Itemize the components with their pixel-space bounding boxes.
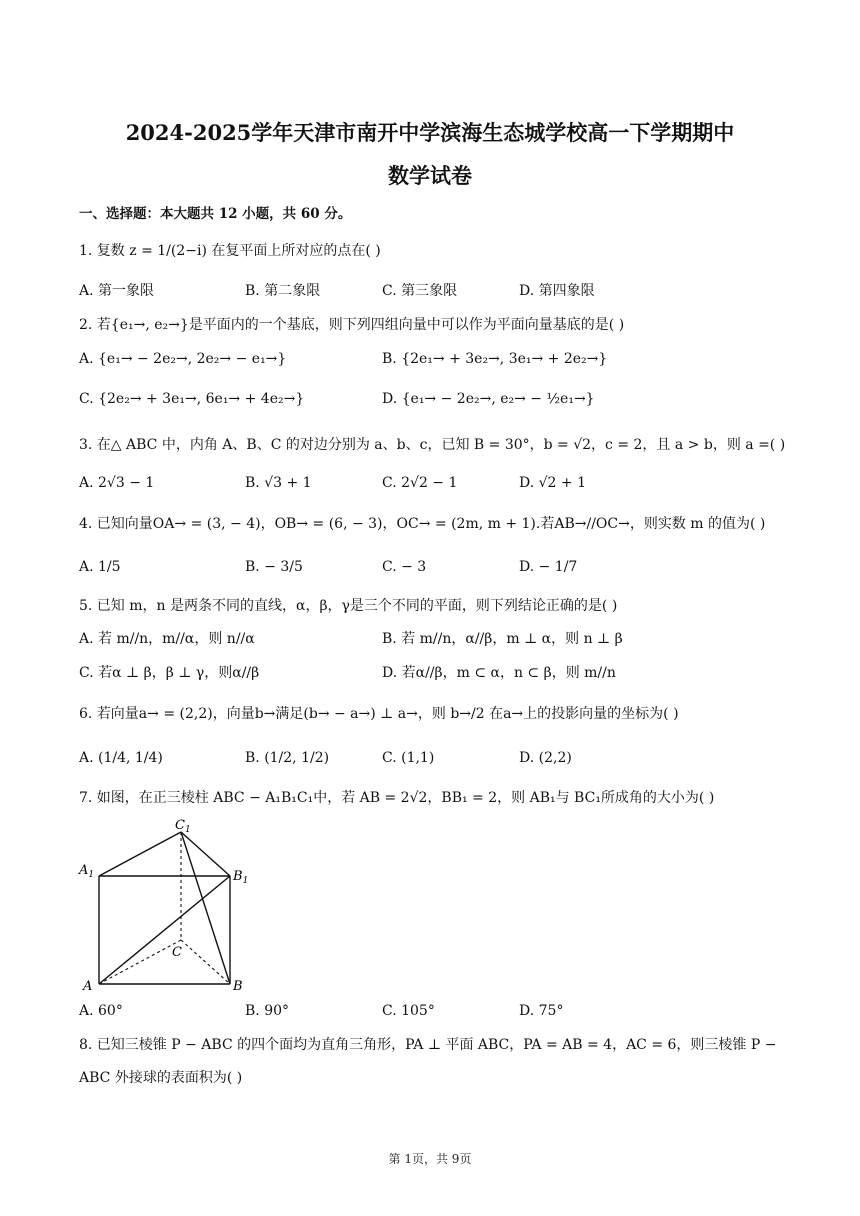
question-4-option-b: B. − 3/5 [245,559,303,575]
question-7-stem: 7. 如图，在正三棱柱 ABC − A₁B₁C₁中，若 AB = 2√2，BB₁ = 2，则 AB₁与 BC₁所成角的大小为( ) [79,790,715,806]
question-2-option-d: D. {e₁→ − 2e₂→, e₂→ − ½e₁→} [382,391,595,407]
segment-a-b1 [99,876,230,984]
question-2-option-c: C. {2e₂→ + 3e₁→, 6e₁→ + 4e₂→} [79,391,305,407]
question-3-option-b: B. √3 + 1 [245,475,312,491]
label-b1: $B_1$ [233,869,249,886]
question-7-option-c: C. 105° [382,1003,435,1019]
question-8-stem-continued: ABC 外接球的表面积为( ) [79,1070,243,1086]
edge-a1-c1 [99,832,181,876]
question-5-option-d: D. 若α//β，m ⊂ α，n ⊂ β，则 m//n [382,665,616,681]
question-6-option-b: B. (1/2, 1/2) [245,750,330,766]
question-7-option-d: D. 75° [519,1003,564,1019]
label-b: B [233,979,243,992]
question-3-option-a: A. 2√3 − 1 [79,475,155,491]
question-5-stem: 5. 已知 m，n 是两条不同的直线，α，β，γ是三个不同的平面，则下列结论正确的是( ) [79,598,618,614]
question-4-option-d: D. − 1/7 [519,559,578,575]
question-1-option-a: A. 第一象限 [79,283,155,299]
question-5-option-b: B. 若 m//n，α//β，m ⊥ α，则 n ⊥ β [382,631,623,647]
question-2-option-a: A. {e₁→ − 2e₂→, 2e₂→ − e₁→} [79,351,287,367]
question-3-option-d: D. √2 + 1 [519,475,586,491]
question-4-stem: 4. 已知向量OA→ = (3, − 4)，OB→ = (6, − 3)，OC→ = (2m, m + 1).若AB→//OC→，则实数 m 的值为( ) [79,516,766,532]
question-3-option-c: C. 2√2 − 1 [382,475,458,491]
question-7-option-b: B. 90° [245,1003,290,1019]
exam-title-line2: 数学试卷 [388,163,472,188]
question-7-option-a: A. 60° [79,1003,123,1019]
question-5-option-a: A. 若 m//n，m//α，则 n//α [79,631,255,647]
question-1-stem: 1. 复数 z = 1/(2−i) 在复平面上所对应的点在( ) [79,243,381,259]
question-3-stem: 3. 在△ ABC 中，内角 A、B、C 的对边分别为 a、b、c，已知 B = 30°，b = √2，c = 2，且 a > b，则 a =( ) [79,437,786,453]
question-1-option-b: B. 第二象限 [245,283,321,299]
page-footer: 第 1页，共 9页 [388,1152,472,1166]
label-a: A [83,979,93,992]
question-2-stem: 2. 若{e₁→, e₂→}是平面内的一个基底，则下列四组向量中可以作为平面向量基底的是( ) [79,317,625,333]
hidden-edge-a-c [99,940,181,984]
question-2-option-b: B. {2e₁→ + 3e₂→, 3e₁→ + 2e₂→} [382,351,608,367]
label-a1: $A_1$ [79,863,95,880]
question-6-option-d: D. (2,2) [519,750,572,766]
question-5-option-c: C. 若α ⊥ β，β ⊥ γ，则α//β [79,665,260,681]
prism-figure [75,812,255,992]
question-1-option-d: D. 第四象限 [519,283,595,299]
question-6-option-a: A. (1/4, 1/4) [79,750,163,766]
question-8-stem: 8. 已知三棱锥 P − ABC 的四个面均为直角三角形，PA ⊥ 平面 ABC，PA = AB = 4，AC = 6，则三棱锥 P − [79,1037,777,1053]
question-1-option-c: C. 第三象限 [382,283,458,299]
question-6-stem: 6. 若向量a→ = (2,2)，向量b→满足(b→ − a→) ⊥ a→，则 b→/2 在a→上的投影向量的坐标为( ) [79,706,679,722]
question-4-option-c: C. − 3 [382,559,427,575]
question-4-option-a: A. 1/5 [79,559,121,575]
exam-title-line1: 2024-2025学年天津市南开中学滨海生态城学校高一下学期期中 [125,120,735,145]
label-c: C [172,945,182,960]
section-heading: 一、选择题：本大题共 12 小题，共 60 分。 [79,206,352,222]
question-6-option-c: C. (1,1) [382,750,435,766]
label-c1: $C_1$ [175,818,191,835]
